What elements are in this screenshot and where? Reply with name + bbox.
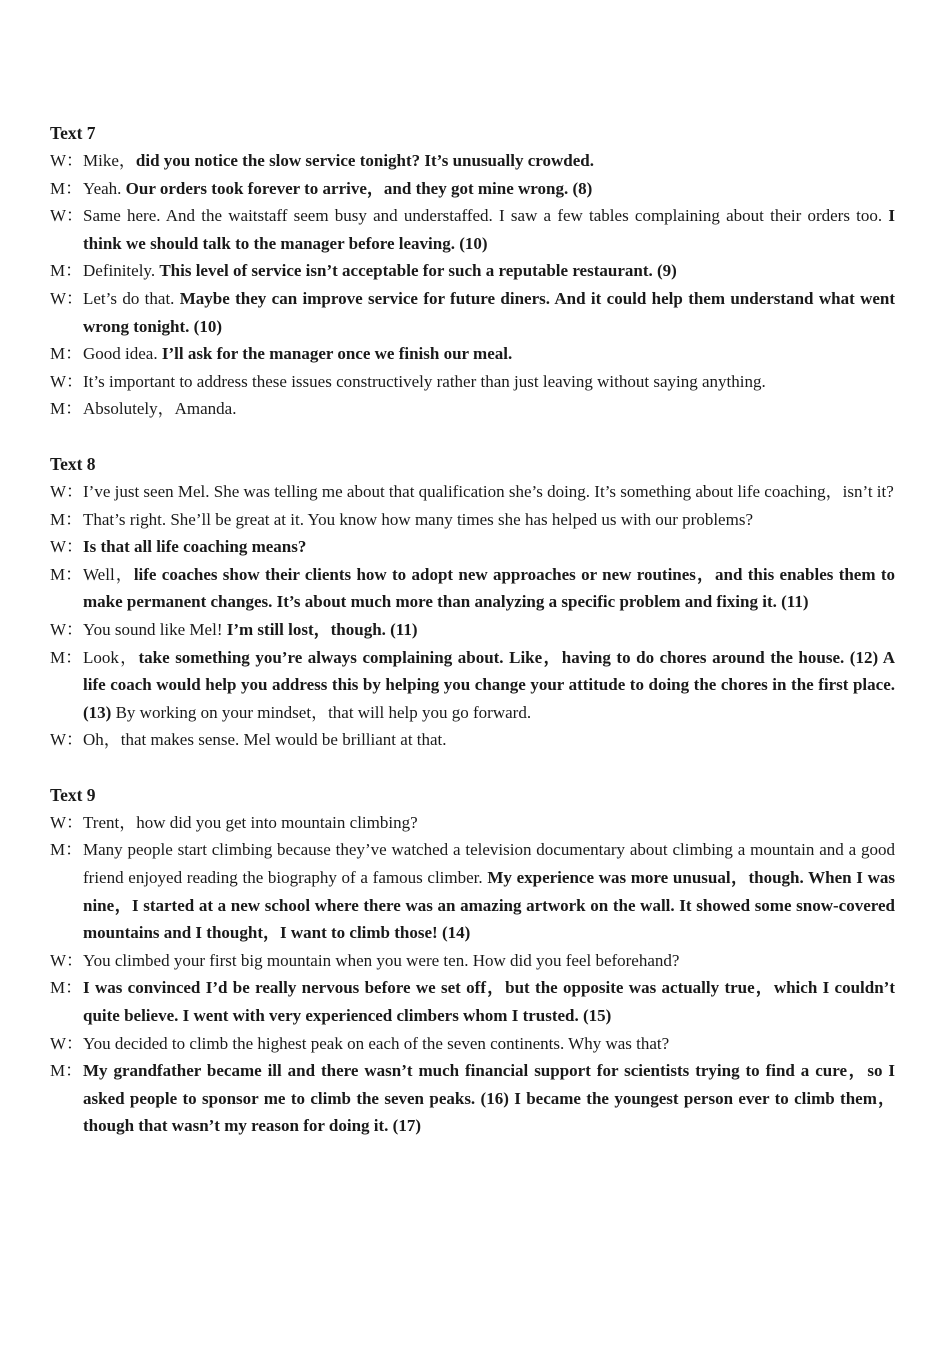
dialogue-turn [50, 561, 895, 616]
dialogue-turn [50, 395, 895, 423]
key-sentence: take something you’re always complaining about. Like，having to do chores around the house. (12) A life coach would help you address this by helping you change your attitude to doing the chores in the first place. (13) [83, 647, 895, 722]
dialogue-turn [50, 533, 895, 561]
plain-text: You decided to climb the highest peak on each of the seven continents. Why was that? [83, 1033, 670, 1053]
utterance [83, 974, 895, 1029]
key-sentence: My experience was more unusual，though. When I was nine，I started at a new school where there was an amazing artwork on the wall. It showed some snow-covered mountains and I thought，I want to climb those! (14) [83, 868, 895, 943]
utterance [83, 726, 895, 754]
utterance [83, 368, 895, 396]
dialogue-turn [50, 836, 895, 946]
plain-text: I’ve just seen Mel. She was telling me about that qualification she’s doing. It’s something about life coaching，isn’t it? [83, 481, 894, 501]
text-section [50, 781, 895, 1140]
key-sentence: life coaches show their clients how to adopt new approaches or new routines，and this enables them to make permanent changes. It’s about much more than analyzing a specific problem and fixing it. (11) [83, 564, 895, 612]
utterance [83, 395, 895, 423]
speaker-label: M： [50, 647, 83, 667]
dialogue-turn [50, 974, 895, 1029]
speaker-label: W： [50, 812, 84, 832]
section-title: Text 8 [50, 453, 96, 474]
speaker-label: M： [50, 178, 83, 198]
key-sentence: I’ll ask for the manager once we finish our meal. [161, 344, 513, 364]
utterance [83, 202, 895, 257]
plain-text: Absolutely，Amanda. [83, 399, 237, 419]
plain-text: Trent，how did you get into mountain climbing? [83, 812, 418, 832]
utterance [83, 644, 895, 727]
speaker-label: W： [50, 151, 84, 170]
key-sentence: My grandfather became ill and there wasn’t much financial support for scientists trying to find a cure，so I asked people to sponsor me to climb the seven peaks. (16) I became the youngest person ever to climb them，though that wasn’t my reason for doing it. (17) [83, 1061, 895, 1136]
plain-text: Yeah. [83, 178, 126, 198]
dialogue-turn [50, 1057, 895, 1140]
dialogue-turn [50, 616, 895, 644]
speaker-label: M： [50, 344, 83, 364]
plain-text: You climbed your first big mountain when you were ten. How did you feel beforehand? [83, 950, 680, 970]
plain-text: Definitely. [83, 261, 160, 281]
dialogue-turn [50, 147, 895, 175]
speaker-label: M： [50, 564, 83, 584]
dialogue-turn [50, 285, 895, 340]
utterance [83, 506, 895, 534]
dialogue-turn [50, 506, 895, 534]
plain-text: That’s right. She’ll be great at it. You know how many times she has helped us with our problems? [83, 509, 753, 529]
section-title: Text 7 [50, 123, 96, 143]
section-title: Text 9 [50, 784, 96, 805]
dialogue-turn [50, 202, 895, 257]
plain-text: Many people start climbing because they’ve watched a television documentary about climbing a mountain and a good friend enjoyed reading the biography of a famous climber. [83, 840, 895, 888]
dialogue-turn [50, 947, 895, 975]
plain-text: Well， [83, 564, 134, 584]
speaker-label: W： [50, 950, 84, 970]
utterance [83, 561, 895, 616]
utterance [83, 533, 895, 561]
key-sentence: I was convinced I’d be really nervous before we set off，but the opposite was actually true，which I couldn’t quite believe. I went with very experienced climbers whom I trusted. (15) [83, 978, 895, 1026]
plain-text: Mike， [83, 151, 136, 170]
plain-text: By working on your mindset，that will help you go forward. [111, 702, 532, 722]
dialogue-turn [50, 726, 895, 754]
speaker-label: W： [50, 1033, 84, 1053]
text-section [50, 119, 895, 423]
plain-text: Oh，that makes sense. Mel would be brilliant at that. [83, 730, 447, 750]
key-sentence: Is that all life coaching means? [83, 537, 307, 557]
key-sentence: I’m still lost，though. (11) [226, 619, 418, 639]
key-sentence: Our orders took forever to arrive，and they got mine wrong. (8) [125, 178, 593, 198]
utterance [83, 175, 895, 203]
utterance [83, 257, 895, 285]
utterance [83, 147, 895, 175]
text-section [50, 450, 895, 754]
dialogue-turn [50, 809, 895, 837]
dialogue-turn [50, 340, 895, 368]
speaker-label: W： [50, 371, 84, 391]
utterance [83, 478, 895, 506]
key-sentence: Maybe they can improve service for future diners. And it could help them understand what went wrong tonight. (10) [83, 288, 896, 336]
key-sentence: This level of service isn’t acceptable for such a reputable restaurant. (9) [159, 261, 677, 281]
utterance [83, 1030, 895, 1058]
plain-text: Let’s do that. [83, 288, 180, 308]
dialogue-turn [50, 1030, 895, 1058]
plain-text: You sound like Mel! [83, 619, 227, 639]
plain-text: Same here. And the waitstaff seem busy and understaffed. I saw a few tables complaining about their orders too. [83, 206, 889, 226]
speaker-label: M： [50, 978, 83, 998]
key-sentence: I think we should talk to the manager before leaving. (10) [83, 206, 895, 253]
speaker-label: W： [50, 537, 84, 557]
plain-text: It’s important to address these issues constructively rather than just leaving without saying anything. [83, 371, 766, 391]
utterance [83, 836, 895, 946]
speaker-label: W： [50, 288, 84, 308]
speaker-label: W： [50, 481, 84, 501]
plain-text: Look， [83, 647, 139, 667]
speaker-label: W： [50, 206, 84, 226]
dialogue-turn [50, 368, 895, 396]
speaker-label: M： [50, 1061, 83, 1081]
key-sentence: did you notice the slow service tonight? It’s unusually crowded. [135, 151, 594, 170]
speaker-label: M： [50, 399, 83, 419]
speaker-label: M： [50, 509, 83, 529]
dialogue-turn [50, 175, 895, 203]
utterance [83, 1057, 895, 1140]
transcript-page [50, 119, 895, 1140]
plain-text: Good idea. [83, 344, 162, 364]
utterance [83, 285, 895, 340]
speaker-label: W： [50, 619, 84, 639]
dialogue-turn [50, 478, 895, 506]
speaker-label: M： [50, 261, 83, 281]
speaker-label: M： [50, 840, 83, 860]
utterance [83, 809, 895, 837]
speaker-label: W： [50, 730, 84, 750]
dialogue-turn [50, 257, 895, 285]
dialogue-turn [50, 644, 895, 727]
utterance [83, 340, 895, 368]
utterance [83, 616, 895, 644]
utterance [83, 947, 895, 975]
